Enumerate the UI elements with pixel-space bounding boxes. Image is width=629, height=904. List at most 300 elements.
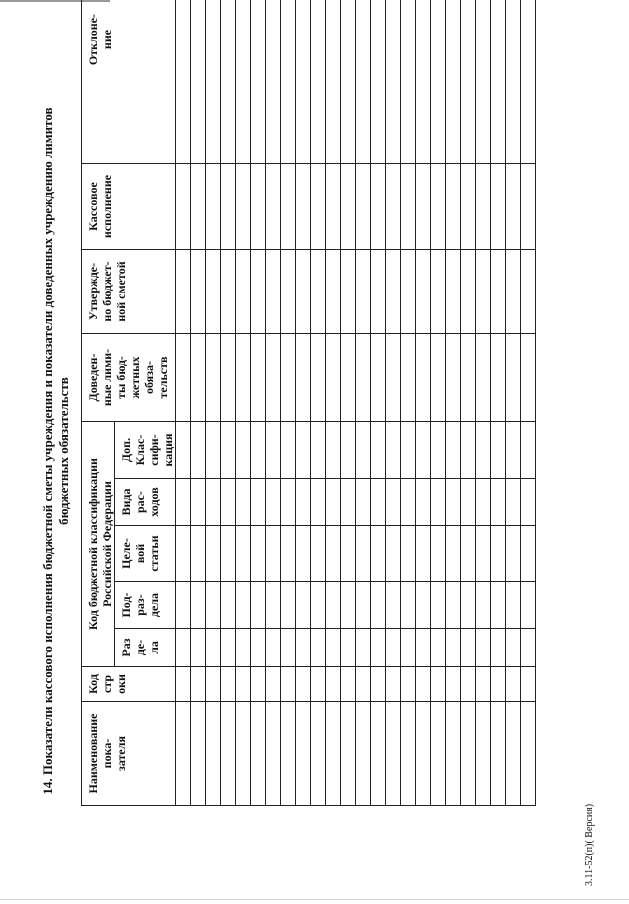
table-cell [461,702,476,806]
table-cell [311,629,326,667]
table-cell [221,250,236,334]
table-cell [326,629,341,667]
table-cell [446,479,461,526]
table-cell [326,0,341,164]
table-row [416,0,431,806]
table-cell [236,629,251,667]
table-cell [506,334,521,422]
table-cell [251,250,266,334]
table-cell [431,526,446,582]
table-cell [386,422,401,479]
table-cell [341,334,356,422]
table-cell [296,629,311,667]
table-cell [401,526,416,582]
table-cell [176,164,191,250]
table-cell [266,526,281,582]
table-cell [191,334,206,422]
table-cell [371,479,386,526]
table-cell [311,479,326,526]
table-cell [251,702,266,806]
table-cell [176,479,191,526]
table-cell [191,250,206,334]
table-cell [206,702,221,806]
table-row [476,0,491,806]
table-cell [506,526,521,582]
table-cell [461,582,476,629]
table-cell [416,422,431,479]
table-cell [341,164,356,250]
form-code: 3.11-52(п)( Версия) [584,803,595,886]
table-cell [476,667,491,702]
table-row [296,0,311,806]
table-cell [176,667,191,702]
table-cell [521,667,536,702]
table-cell [191,667,206,702]
table-cell [491,250,506,334]
table-cell [236,667,251,702]
table-cell [491,702,506,806]
table-cell [521,334,536,422]
table-cell [221,164,236,250]
table-cell [401,334,416,422]
table-cell [266,0,281,164]
table-row [506,0,521,806]
table-cell [401,422,416,479]
table-cell [521,0,536,164]
table-cell [251,479,266,526]
table-cell [236,250,251,334]
table-cell [206,422,221,479]
table-cell [311,422,326,479]
table-cell [401,250,416,334]
table-cell [341,0,356,164]
table-cell [371,422,386,479]
table-cell [491,629,506,667]
table-cell [281,334,296,422]
table-cell [281,667,296,702]
table-cell [491,667,506,702]
table-cell [386,0,401,164]
table-row [446,0,461,806]
table-cell [446,526,461,582]
table-cell [506,0,521,164]
table-cell [266,667,281,702]
table-cell [461,164,476,250]
table-cell [341,582,356,629]
table-cell [491,479,506,526]
table-cell [206,667,221,702]
table-cell [341,667,356,702]
table-cell [206,582,221,629]
table-cell [326,164,341,250]
table-cell [521,479,536,526]
table-row [401,0,416,806]
table-cell [191,629,206,667]
table-cell [176,629,191,667]
table-cell [401,702,416,806]
table-cell [326,667,341,702]
table-cell [401,479,416,526]
form-title-line1: 14. Показатели кассового исполнения бюджетной сметы учреждения и показатели доведенных учреждению лимитов [40,107,55,795]
table-cell [371,526,386,582]
bottom-edge-line [0,899,629,900]
table-cell [176,334,191,422]
table-cell [191,702,206,806]
table-cell [431,629,446,667]
table-cell [521,250,536,334]
table-cell [401,629,416,667]
table-cell [296,526,311,582]
table-cell [221,526,236,582]
table-cell [476,422,491,479]
table-cell [266,422,281,479]
table-row [251,0,266,806]
table-cell [476,629,491,667]
table-cell [371,334,386,422]
table-cell [176,422,191,479]
table-cell [236,526,251,582]
table-cell [491,422,506,479]
table-cell [251,667,266,702]
table-cell [506,582,521,629]
table-cell [461,334,476,422]
table-cell [341,702,356,806]
table-cell [251,334,266,422]
table-cell [416,629,431,667]
table-cell [221,422,236,479]
table-cell [521,629,536,667]
table-cell [251,582,266,629]
header-expense-type: Вида рас- ходов [115,479,176,526]
table-cell [206,526,221,582]
table-cell [491,582,506,629]
table-row [431,0,446,806]
table-cell [371,582,386,629]
table-cell [446,334,461,422]
table-cell [416,334,431,422]
table-cell [356,702,371,806]
table-cell [296,0,311,164]
table-cell [461,422,476,479]
table-cell [476,479,491,526]
table-cell [431,334,446,422]
table-cell [386,526,401,582]
table-cell [296,422,311,479]
table-cell [521,702,536,806]
table-cell [491,334,506,422]
table-cell [446,702,461,806]
table-cell [356,526,371,582]
table-cell [236,422,251,479]
table-cell [416,582,431,629]
table-cell [191,0,206,164]
table-cell [371,0,386,164]
table-cell [281,702,296,806]
table-cell [296,250,311,334]
table-cell [311,526,326,582]
table-cell [356,422,371,479]
table-cell [341,422,356,479]
header-extra-classification: Доп. Клас- сифи- кация [115,422,176,479]
table-row [191,0,206,806]
table-cell [431,479,446,526]
table-cell [476,334,491,422]
table-cell [446,667,461,702]
table-cell [326,250,341,334]
table-cell [296,479,311,526]
table-row [206,0,221,806]
form-title-line2: бюджетных обязательств [56,377,71,525]
table-cell [371,164,386,250]
table-cell [386,334,401,422]
table-row [461,0,476,806]
table-cell [266,702,281,806]
table-row [326,0,341,806]
table-cell [251,422,266,479]
table-cell [521,164,536,250]
table-cell [506,629,521,667]
table-cell [416,250,431,334]
table-cell [431,422,446,479]
table-cell [236,582,251,629]
header-approved: Утвержде- но бюджет- ной сметой [82,250,176,334]
table-cell [431,582,446,629]
table-cell [506,702,521,806]
table-cell [281,0,296,164]
table-cell [176,702,191,806]
table-cell [176,250,191,334]
table-cell [476,526,491,582]
table-cell [296,667,311,702]
table-cell [326,702,341,806]
table-cell [461,250,476,334]
table-cell [401,667,416,702]
table-cell [311,582,326,629]
table-cell [221,629,236,667]
header-limits: Доведен- ные лими- ты бюд- жетных обяза- тельств [82,334,176,422]
table-cell [221,582,236,629]
table-row [311,0,326,806]
table-cell [506,479,521,526]
table-cell [266,479,281,526]
table-cell [296,164,311,250]
table-cell [416,164,431,250]
table-cell [281,526,296,582]
table-cell [431,250,446,334]
table-cell [401,164,416,250]
header-cash-execution: Кассовое исполнение [82,164,176,250]
table-cell [476,582,491,629]
table-cell [341,526,356,582]
header-deviation: Отклоне- ние [82,0,176,164]
table-row [236,0,251,806]
table-cell [521,422,536,479]
table-cell [356,0,371,164]
table-cell [191,422,206,479]
table-cell [311,667,326,702]
table-cell [326,526,341,582]
table-cell [386,629,401,667]
table-cell [341,479,356,526]
table-cell [431,0,446,164]
table-cell [311,334,326,422]
table-cell [416,526,431,582]
table-cell [461,479,476,526]
table-cell [311,164,326,250]
table-cell [371,629,386,667]
table-row [176,0,191,806]
table-cell [416,702,431,806]
table-cell [446,164,461,250]
table-row [386,0,401,806]
table-cell [221,479,236,526]
table-cell [326,334,341,422]
table-cell [476,0,491,164]
table-cell [476,164,491,250]
table-cell [281,250,296,334]
table-cell [446,0,461,164]
table-cell [281,479,296,526]
table-cell [221,334,236,422]
table-cell [311,250,326,334]
table-cell [206,0,221,164]
table-cell [176,582,191,629]
table-row [281,0,296,806]
header-budget-classification: Код бюджетной классификации Российской Федерации [82,422,115,667]
table-row [221,0,236,806]
table-cell [311,0,326,164]
table-cell [416,0,431,164]
table-cell [356,479,371,526]
table-row [341,0,356,806]
table-cell [206,629,221,667]
table-cell [401,0,416,164]
table-cell [416,479,431,526]
table-cell [236,164,251,250]
table-cell [326,422,341,479]
table-row [371,0,386,806]
table-cell [221,0,236,164]
table-cell [401,582,416,629]
table-cell [356,250,371,334]
table-cell [386,479,401,526]
header-subsection: Под- раз- дела [115,582,176,629]
table-cell [386,702,401,806]
table-cell [281,422,296,479]
table-cell [236,334,251,422]
table-row [356,0,371,806]
table-cell [491,0,506,164]
table-cell [296,582,311,629]
table-cell [176,526,191,582]
table-cell [386,667,401,702]
table-cell [521,582,536,629]
table-cell [266,334,281,422]
table-cell [341,250,356,334]
table-cell [266,582,281,629]
table-cell [491,526,506,582]
table-cell [326,582,341,629]
table-cell [206,250,221,334]
table-cell [386,250,401,334]
table-cell [416,667,431,702]
table-cell [356,582,371,629]
table-cell [296,702,311,806]
form-sheet [18,13,618,886]
table-row [266,0,281,806]
table-cell [341,629,356,667]
table-cell [266,629,281,667]
table-cell [266,164,281,250]
table-cell [491,164,506,250]
table-cell [371,702,386,806]
table-cell [206,164,221,250]
table-cell [206,479,221,526]
table-cell [191,582,206,629]
table-cell [476,702,491,806]
table-row [521,0,536,806]
table-cell [326,479,341,526]
header-indicator-name: Наименование пока- зателя [82,702,176,806]
table-cell [431,164,446,250]
table-cell [446,629,461,667]
table-cell [191,479,206,526]
table-cell [356,629,371,667]
table-cell [446,250,461,334]
table-cell [446,582,461,629]
table-cell [446,422,461,479]
table-cell [221,667,236,702]
table-cell [311,702,326,806]
table-cell [236,479,251,526]
table-cell [251,164,266,250]
table-cell [281,582,296,629]
table-cell [461,526,476,582]
header-section: Раз де- ла [115,629,176,667]
table-cell [251,0,266,164]
table-cell [191,526,206,582]
table-cell [506,250,521,334]
header-target-article: Целе- вой статьи [115,526,176,582]
table-cell [521,526,536,582]
table-cell [461,629,476,667]
table-cell [176,0,191,164]
table-cell [266,250,281,334]
table-cell [281,629,296,667]
table-cell [191,164,206,250]
table-cell [506,422,521,479]
table-cell [506,164,521,250]
table-cell [236,0,251,164]
table-cell [281,164,296,250]
table-cell [476,250,491,334]
table-cell [356,667,371,702]
table-row [491,0,506,806]
header-row-code: Код стр оки [82,667,176,702]
table-cell [371,667,386,702]
form-title [40,16,72,886]
table-body [176,0,536,806]
table-cell [506,667,521,702]
table-cell [371,250,386,334]
table-cell [356,164,371,250]
table-cell [206,334,221,422]
table-cell [221,702,236,806]
cash-execution-table [81,0,536,806]
table-cell [431,702,446,806]
table-cell [461,0,476,164]
table-cell [356,334,371,422]
